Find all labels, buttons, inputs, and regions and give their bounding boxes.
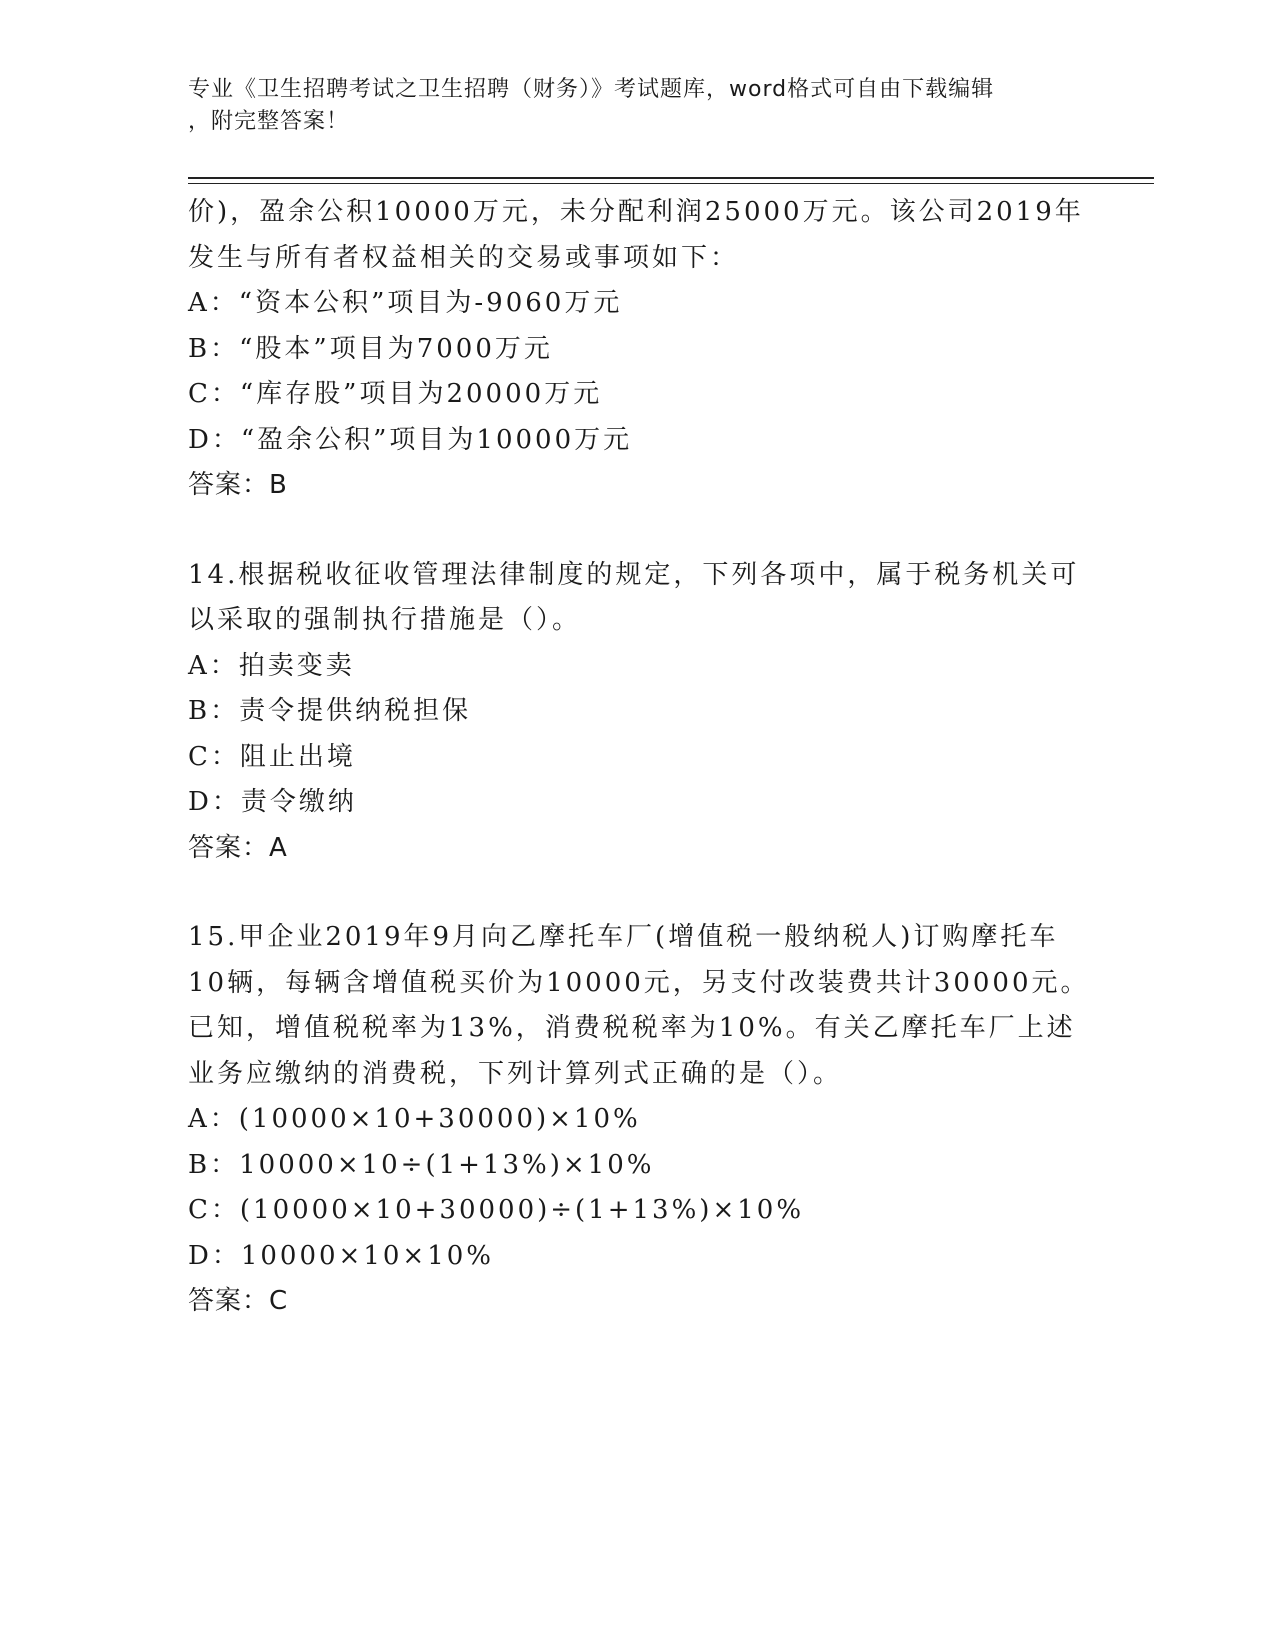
question-15-text-line: 业务应缴纳的消费税，下列计算列式正确的是（）。 [188,1058,843,1089]
header-line-1: 专业《卫生招聘考试之卫生招聘（财务）》考试题库，word格式可自由下载编辑 [188,77,995,102]
exam-content [188,190,1088,1325]
question-13-answer: 答案：B [188,470,288,500]
question-13-option-c: C：“库存股”项目为20000万元 [188,379,603,409]
question-14-option-a: A：拍卖变卖 [188,650,355,681]
question-14-answer: 答案：A [188,832,288,863]
header-line-2: ，附完整答案！ [188,109,350,134]
question-15 [188,915,1088,1325]
question-15-text-line: 15.甲企业2019年9月向乙摩托车厂(增值税一般纳税人)订购摩托车 [188,922,1059,952]
header-divider-thin [188,183,1154,184]
question-13-text-line: 价)，盈余公积10000万元，未分配利润25000万元。该公司2019年 [188,197,1084,227]
question-spacer [188,509,1088,553]
header-divider-thick [188,177,1154,179]
question-15-answer: 答案：C [188,1286,289,1316]
question-14-option-d: D：责令缴纳 [188,787,357,817]
question-14-text-line: 以采取的强制执行措施是（）。 [188,605,582,635]
question-13-option-a: A：“资本公积”项目为-9060万元 [188,288,623,318]
question-15-text-line: 已知，增值税税率为13%，消费税税率为10%。有关乙摩托车厂上述 [188,1013,1076,1043]
question-13-option-b: B：“股本”项目为7000万元 [188,333,553,364]
question-13 [188,190,1088,509]
question-14-option-b: B：责令提供纳税担保 [188,696,472,726]
question-14-option-c: C：阻止出境 [188,741,356,772]
question-15-option-a: A：(10000×10+30000)×10% [188,1104,641,1134]
question-spacer [188,871,1088,915]
question-15-text-line: 10辆，每辆含增值税买价为10000元，另支付改装费共计30000元。 [188,967,1090,998]
page-header [188,74,1068,138]
question-14-text-line: 14.根据税收征收管理法律制度的规定，下列各项中，属于税务机关可 [188,559,1080,590]
question-14 [188,553,1088,872]
question-15-option-c: C：(10000×10+30000)÷(1+13%)×10% [188,1195,805,1225]
question-15-option-d: D：10000×10×10% [188,1240,494,1271]
question-15-option-b: B：10000×10÷(1+13%)×10% [188,1149,655,1180]
question-13-option-d: D：“盈余公积”项目为10000万元 [188,424,633,455]
question-13-text-line: 发生与所有者权益相关的交易或事项如下： [188,242,740,273]
